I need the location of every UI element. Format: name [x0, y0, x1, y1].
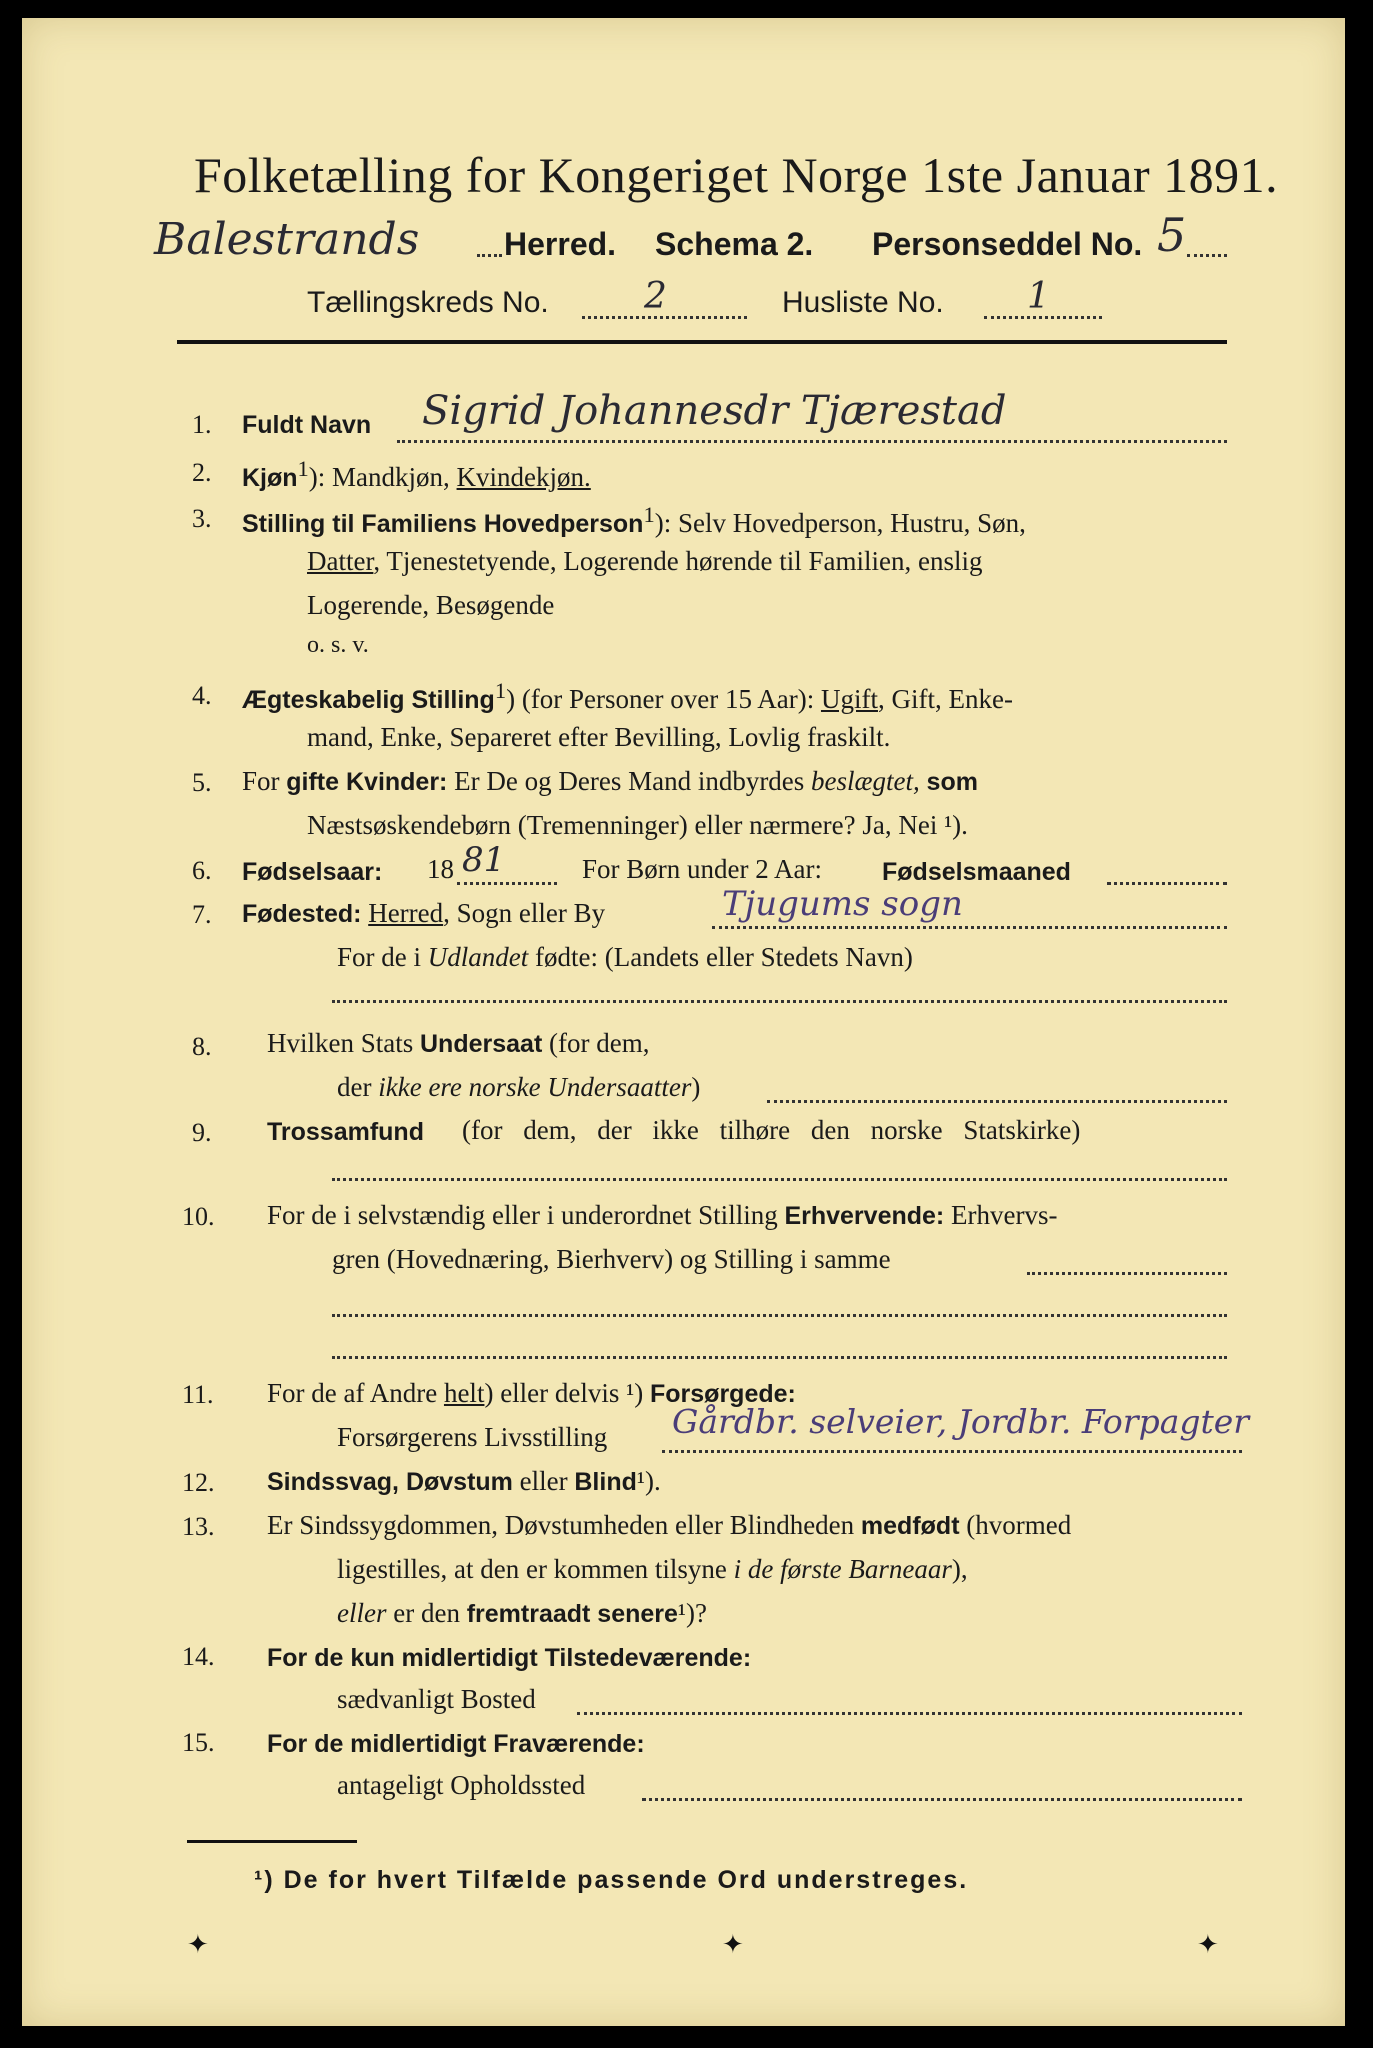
item-number: 4.: [192, 681, 212, 710]
aegteskab-text: ) (for Personer over 15 Aar):: [506, 684, 815, 714]
aegteskab-line-2: mand, Enke, Separeret efter Bevilling, Lovlig fraskilt.: [307, 722, 891, 752]
undersaat-line-1: [267, 1028, 649, 1059]
medfodt-text: (hvormed: [966, 1510, 1072, 1540]
udland-text: fødte: (Landets eller Stedets Navn): [535, 942, 913, 972]
gifte-pre: For: [242, 766, 280, 796]
item-number: 1.: [192, 410, 212, 439]
registration-mark-left: ✦: [187, 1930, 209, 1959]
stilling-line-3: Logerende, Besøgende: [307, 590, 555, 620]
medfodt-mark: ¹)?: [677, 1598, 707, 1628]
item-number: 13.: [182, 1512, 215, 1541]
fuldt-navn-label: Fuldt Navn: [242, 411, 372, 439]
aegteskab-line-1: Ægteskabelig Stilling$^1$) (for Personer over 15 Aar): Ugift, Gift, Enke-: [242, 678, 1013, 714]
registration-mark-center: ✦: [722, 1930, 744, 1959]
kjon-field: [242, 456, 591, 493]
husliste-label: Husliste No.: [782, 286, 944, 319]
item-number: 12.: [182, 1468, 215, 1497]
erhverv-label: Erhvervende:: [784, 1202, 945, 1230]
footnote-mark: 1: [297, 456, 309, 481]
kjon-options: ): Mandkjøn,: [308, 462, 450, 492]
aegteskab-options: , Gift, Enke-: [877, 684, 1013, 714]
tilstede-line-1: [267, 1642, 751, 1673]
fodselsmaaned-label: Fødselsmaaned: [882, 858, 1071, 886]
fodested-selected-option: Herred: [368, 898, 444, 928]
herred-name-handwritten: Balestrands: [154, 214, 420, 265]
medfodt-line-3: [337, 1598, 707, 1629]
fravaerende-line-1: [267, 1728, 645, 1759]
tilstede-pre: For de kun: [267, 1644, 395, 1672]
fodselsaar-prefix: 18: [427, 854, 454, 884]
item-number: 9.: [192, 1118, 212, 1147]
medfodt-em: i de første Barneaar: [733, 1554, 952, 1584]
undersaat-pre: Hvilken Stats: [267, 1028, 414, 1058]
fremtraadt-label: fremtraadt senere: [466, 1600, 678, 1628]
form-title: Folketælling for Kongeriget Norge 1ste Januar 1891.: [194, 147, 1279, 203]
kjon-label: Kjøn: [242, 464, 298, 492]
erhverv-line-2: gren (Hovednæring, Bierhverv) og Stilling i samme: [332, 1244, 891, 1274]
medfodt-text-3: er den: [393, 1598, 460, 1628]
undersaat-der: der: [337, 1072, 372, 1102]
personseddel-number-handwritten: 5: [1157, 208, 1187, 262]
item-number: 8.: [192, 1032, 212, 1061]
gifte-text: Er De og Deres Mand indbyrdes: [454, 766, 805, 796]
gifte-kvinder-line-2: Næstsøskendebørn (Tremenninger) eller nærmere? Ja, Nei ¹).: [307, 810, 968, 840]
header-rule: [177, 340, 1227, 344]
stilling-line-4: o. s. v.: [307, 632, 369, 658]
erhverv-pre: For de i selvstændig eller i underordnet Stilling: [267, 1200, 778, 1230]
fodselsaar-value-handwritten: 81: [462, 840, 506, 880]
fodselsaar-label: Fødselsaar:: [242, 858, 383, 886]
sindssvag-line: [267, 1466, 661, 1497]
herred-label: Herred.: [504, 226, 617, 262]
medfodt-text-2: ligestilles, at den er kommen tilsyne: [337, 1554, 727, 1584]
husliste-number-handwritten: 1: [1027, 276, 1050, 317]
fravaerende-label: midlertidigt Fraværende:: [350, 1730, 645, 1758]
medfodt-close: ),: [951, 1554, 968, 1584]
gifte-som: som: [926, 768, 978, 796]
gifte-kvinder-line-1: [242, 766, 978, 797]
item-number: 5.: [192, 768, 212, 797]
fodested-label: Fødested:: [242, 900, 362, 928]
medfodt-label: medfødt: [860, 1512, 960, 1540]
item-number: 2.: [192, 458, 212, 487]
livsstilling-value-handwritten: Gårdbr. selveier, Jordbr. Forpagter: [672, 1402, 1250, 1441]
udland-pre: For de i: [337, 942, 421, 972]
fodselsmaaned-text: For Børn under 2 Aar:: [582, 854, 822, 884]
stilling-options: ): Selv Hovedperson, Hustru, Søn,: [654, 508, 1026, 538]
undersaat-close: ): [691, 1072, 701, 1102]
kreds-number-handwritten: 2: [644, 276, 667, 317]
trossamfund-label: Trossamfund: [267, 1118, 424, 1146]
item-number: 11.: [182, 1380, 214, 1409]
item-number: 14.: [182, 1642, 215, 1671]
schema-label: Schema 2.: [655, 226, 814, 262]
livsstilling-label: Forsørgerens Livsstilling: [337, 1422, 608, 1452]
kreds-label: Tællingskreds No.: [307, 286, 549, 319]
fodested-options: , Sogn eller By: [443, 898, 606, 928]
sindssvag-label: Sindssvag, Døvstum: [267, 1468, 513, 1496]
footnote-rule: [187, 1840, 357, 1843]
sindssvag-mark: ¹).: [636, 1466, 661, 1496]
kjon-selected-option: Kvindekjøn.: [456, 462, 591, 492]
footnote-text: ¹) De for hvert Tilfælde passende Ord understreges.: [254, 1866, 969, 1894]
forsorgede-pre: For de af Andre: [267, 1378, 438, 1408]
fodested-value-handwritten: Tjugums sogn: [722, 884, 963, 924]
medfodt-pre: Er Sindssygdommen, Døvstumheden eller Blindheden: [267, 1510, 855, 1540]
medfodt-line-2: [337, 1554, 968, 1585]
undersaat-em: ikke ere norske Undersaatter: [378, 1072, 692, 1102]
undersaat-line-2: [337, 1072, 700, 1103]
aegteskab-label: Ægteskabelig Stilling: [242, 686, 495, 714]
item-number: 3.: [192, 504, 212, 533]
bosted-label: sædvanligt Bosted: [337, 1684, 536, 1714]
sindssvag-eller: eller: [519, 1466, 568, 1496]
item-number: 7.: [192, 900, 212, 929]
blind-label: Blind: [574, 1468, 637, 1496]
gifte-em: beslægtet,: [811, 766, 920, 796]
stilling-options-2: , Tjenestetyende, Logerende hørende til Familien, enslig: [373, 546, 983, 576]
erhverv-text: Erhvervs-: [951, 1200, 1058, 1230]
aegteskab-selected-option: Ugift: [820, 684, 878, 714]
fodested-line-2: [337, 942, 913, 973]
item-number: 10.: [182, 1202, 215, 1231]
medfodt-eller: eller: [337, 1598, 387, 1628]
stilling-label: Stilling til Familiens Hovedperson: [242, 510, 644, 538]
fodested-line-1: [242, 898, 605, 929]
opholdssted-label: antageligt Opholdssted: [337, 1770, 586, 1800]
erhverv-line-1: [267, 1200, 1057, 1231]
udland-em: Udlandet: [427, 942, 529, 972]
forsorgede-mid: ) eller delvis ¹): [484, 1378, 644, 1408]
forsorgede-label: Forsørgede:: [650, 1380, 796, 1408]
undersaat-text: (for dem,: [549, 1028, 650, 1058]
stilling-line-1: Stilling til Familiens Hovedperson$^1$): Selv Hovedperson, Hustru, Søn,: [242, 502, 1026, 538]
fravaerende-pre: For de: [267, 1730, 344, 1758]
stilling-selected-option: Datter: [307, 546, 374, 576]
item-number: 15.: [182, 1728, 215, 1757]
personseddel-label: Personseddel No.: [872, 226, 1143, 262]
medfodt-line-1: [267, 1510, 1071, 1541]
fuldt-navn-value-handwritten: Sigrid Johannesdr Tjærestad: [422, 388, 1007, 434]
forsorgede-selected-option: helt: [443, 1378, 485, 1408]
tilstede-label: midlertidigt Tilstedeværende:: [401, 1644, 752, 1672]
registration-mark-right: ✦: [1197, 1930, 1219, 1959]
trossamfund-text: (for dem, der ikke tilhøre den norske Statskirke): [462, 1115, 1081, 1145]
census-form-page: [22, 18, 1345, 2026]
gifte-kvinder-label: gifte Kvinder:: [286, 768, 448, 796]
stilling-line-2: [307, 546, 982, 577]
item-number: 6.: [192, 856, 212, 885]
undersaat-label: Undersaat: [420, 1030, 543, 1058]
